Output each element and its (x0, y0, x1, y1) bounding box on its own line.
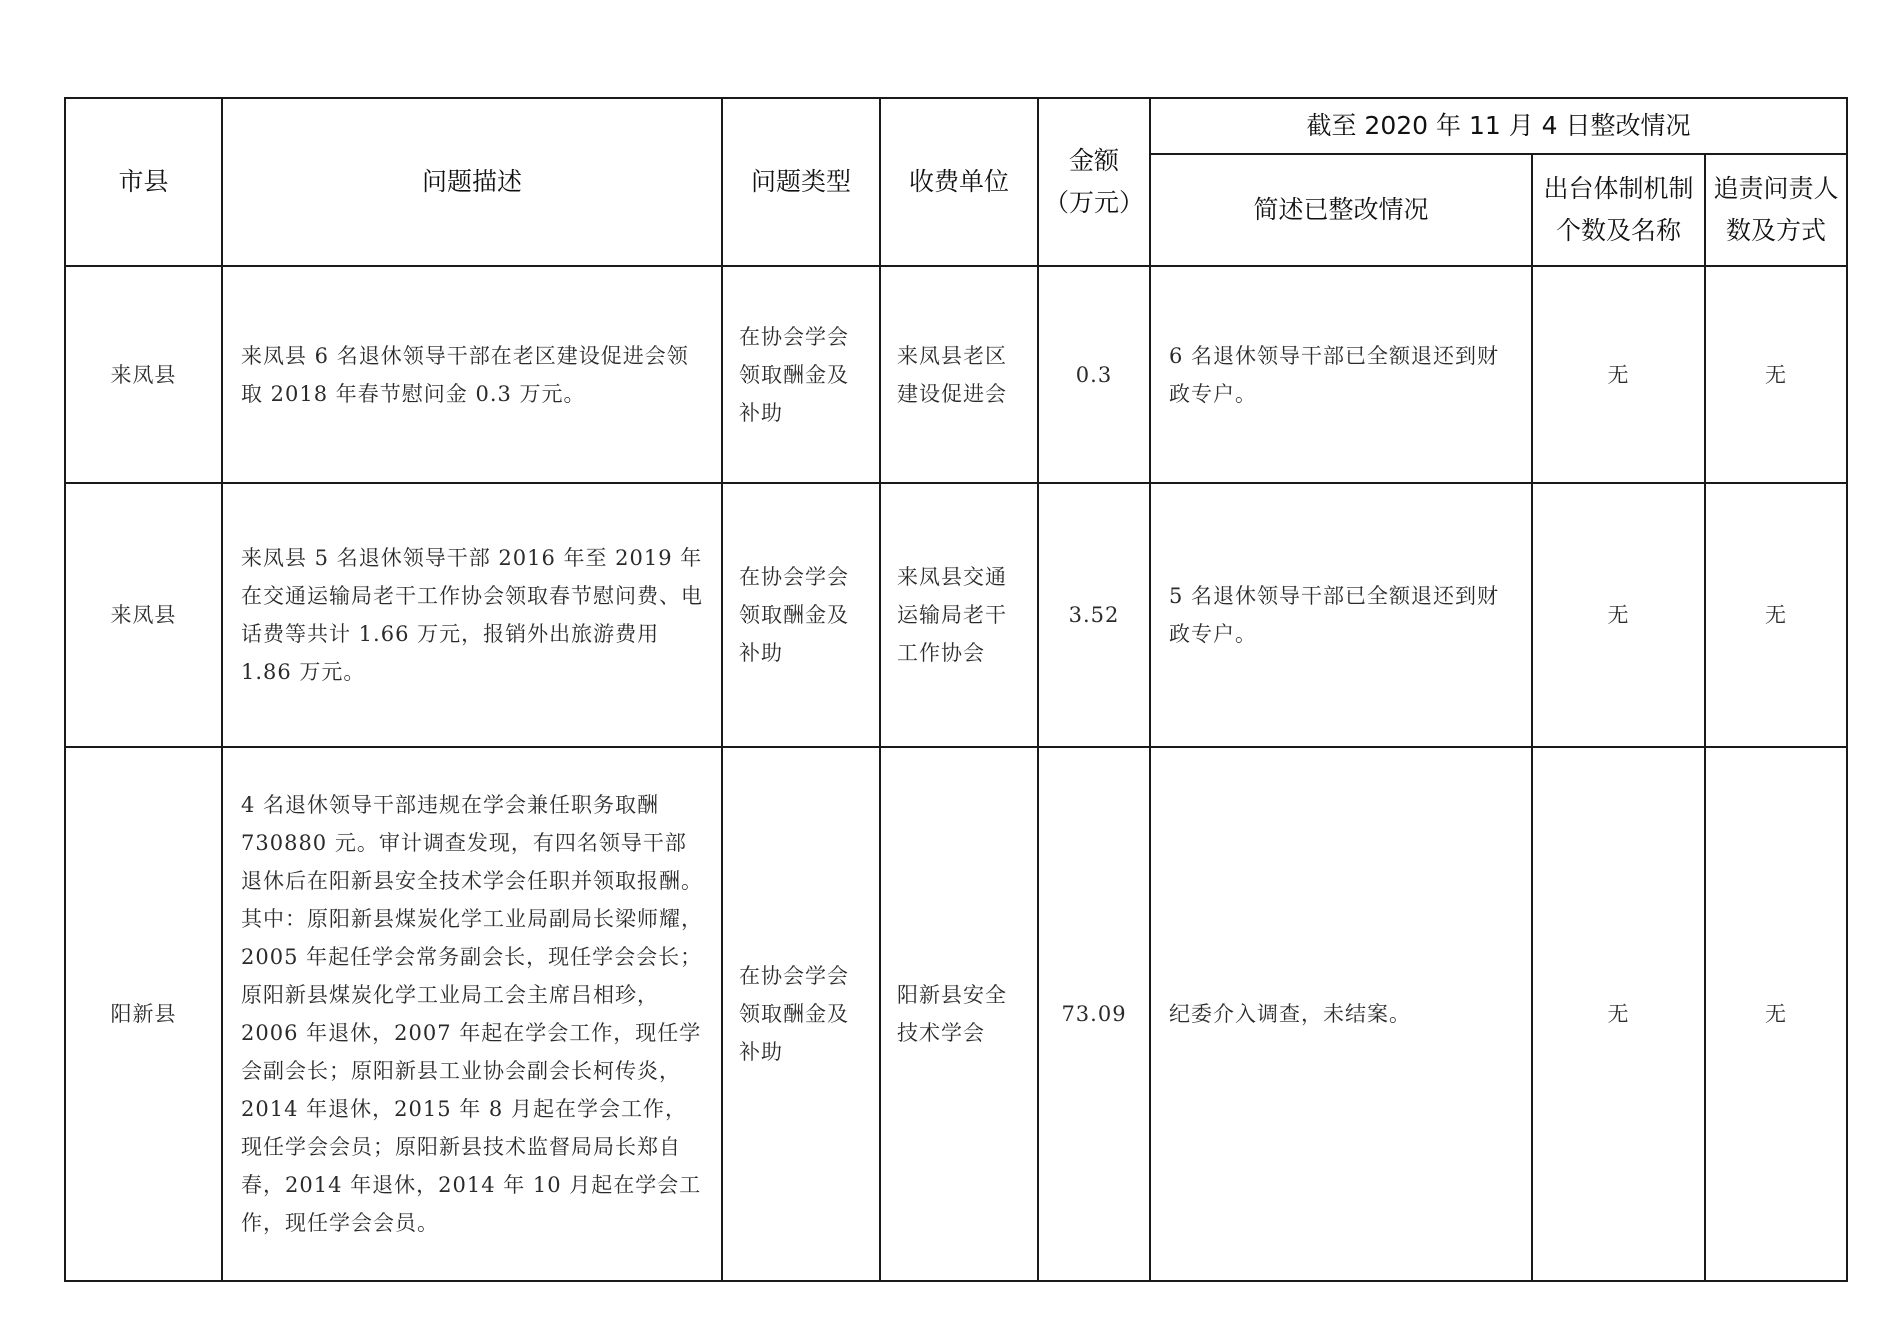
table-header (65, 98, 1847, 266)
header-county: 市县 (65, 98, 222, 266)
cell-unit (880, 266, 1038, 483)
cell-description (222, 266, 722, 483)
cell-description-text: 4 名退休领导干部违规在学会兼任职务取酬 730880 元。审计调查发现，有四名领导干部退休后在阳新县安全技术学会任职并领取报酬。其中：原阳新县煤炭化学工业局副局长梁师耀，2005 年起任学会常务副会长，现任学会会长；原阳新县煤炭化学工业局工会主席吕相珍，2006 年退休，2007 年起在学会工作，现任学会副会长；原阳新县工业协会副会长柯传炎，2014 年退休，2015 年 8 月起在学会工作，现任学会会员；原阳新县技术监督局局长郑自春，2014 年退休，2014 年 10 月起在学会工作，现任学会会员。 (241, 793, 703, 1235)
cell-county: 阳新县 (65, 747, 222, 1281)
header-accountability (1705, 154, 1847, 266)
header-accountability-line2: 数及方式 (1726, 216, 1827, 245)
cell-county: 来凤县 (65, 266, 222, 483)
cell-summary (1150, 747, 1532, 1281)
header-accountability-line1: 追责问责人 (1713, 174, 1839, 203)
cell-type-text: 在协会学会领取酬金及补助 (739, 964, 849, 1064)
cell-amount: 73.09 (1038, 747, 1150, 1281)
cell-mechanisms: 无 (1532, 483, 1705, 747)
cell-description-text: 来凤县 5 名退休领导干部 2016 年至 2019 年在交通运输局老干工作协会领取春节慰问费、电话费等共计 1.66 万元，报销外出旅游费用 1.86 万元。 (241, 546, 703, 684)
cell-summary-text: 6 名退休领导干部已全额退还到财政专户。 (1169, 343, 1500, 406)
cell-description (222, 483, 722, 747)
header-rectification-group: 截至 2020 年 11 月 4 日整改情况 (1150, 98, 1847, 154)
cell-summary-text: 5 名退休领导干部已全额退还到财政专户。 (1169, 584, 1500, 646)
cell-unit-text: 来凤县交通运输局老干工作协会 (897, 565, 1007, 665)
cell-unit-text: 阳新县安全技术学会 (897, 983, 1007, 1045)
cell-unit-text: 来凤县老区建设促进会 (897, 343, 1007, 406)
cell-description-text: 来凤县 6 名退休领导干部在老区建设促进会领取 2018 年春节慰问金 0.3 万元。 (241, 343, 689, 406)
table-row (65, 266, 1847, 483)
cell-type (722, 747, 880, 1281)
header-description: 问题描述 (222, 98, 722, 266)
cell-summary (1150, 483, 1532, 747)
cell-mechanisms: 无 (1532, 266, 1705, 483)
cell-mechanisms: 无 (1532, 747, 1705, 1281)
cell-unit (880, 483, 1038, 747)
cell-amount: 3.52 (1038, 483, 1150, 747)
table-body (65, 266, 1847, 1281)
cell-description (222, 747, 722, 1281)
header-mechanisms (1532, 154, 1705, 266)
cell-type-text: 在协会学会领取酬金及补助 (739, 565, 849, 665)
header-summary: 简述已整改情况 (1150, 154, 1532, 266)
header-amount (1038, 98, 1150, 266)
cell-type (722, 483, 880, 747)
header-type: 问题类型 (722, 98, 880, 266)
rectification-table (64, 97, 1848, 1282)
cell-summary (1150, 266, 1532, 483)
cell-summary-text: 纪委介入调查，未结案。 (1169, 1002, 1411, 1026)
header-unit: 收费单位 (880, 98, 1038, 266)
cell-type (722, 266, 880, 483)
header-mechanisms-line1: 出台体制机制 (1543, 174, 1694, 203)
header-amount-line2: （万元） (1043, 188, 1144, 217)
cell-accountability: 无 (1705, 483, 1847, 747)
table-row (65, 747, 1847, 1281)
table-row (65, 483, 1847, 747)
header-amount-line1: 金额 (1068, 146, 1119, 175)
cell-accountability: 无 (1705, 266, 1847, 483)
cell-accountability: 无 (1705, 747, 1847, 1281)
cell-type-text: 在协会学会领取酬金及补助 (739, 324, 849, 425)
cell-county: 来凤县 (65, 483, 222, 747)
header-mechanisms-line2: 个数及名称 (1555, 216, 1681, 245)
cell-unit (880, 747, 1038, 1281)
cell-amount: 0.3 (1038, 266, 1150, 483)
header-row-1 (65, 98, 1847, 154)
